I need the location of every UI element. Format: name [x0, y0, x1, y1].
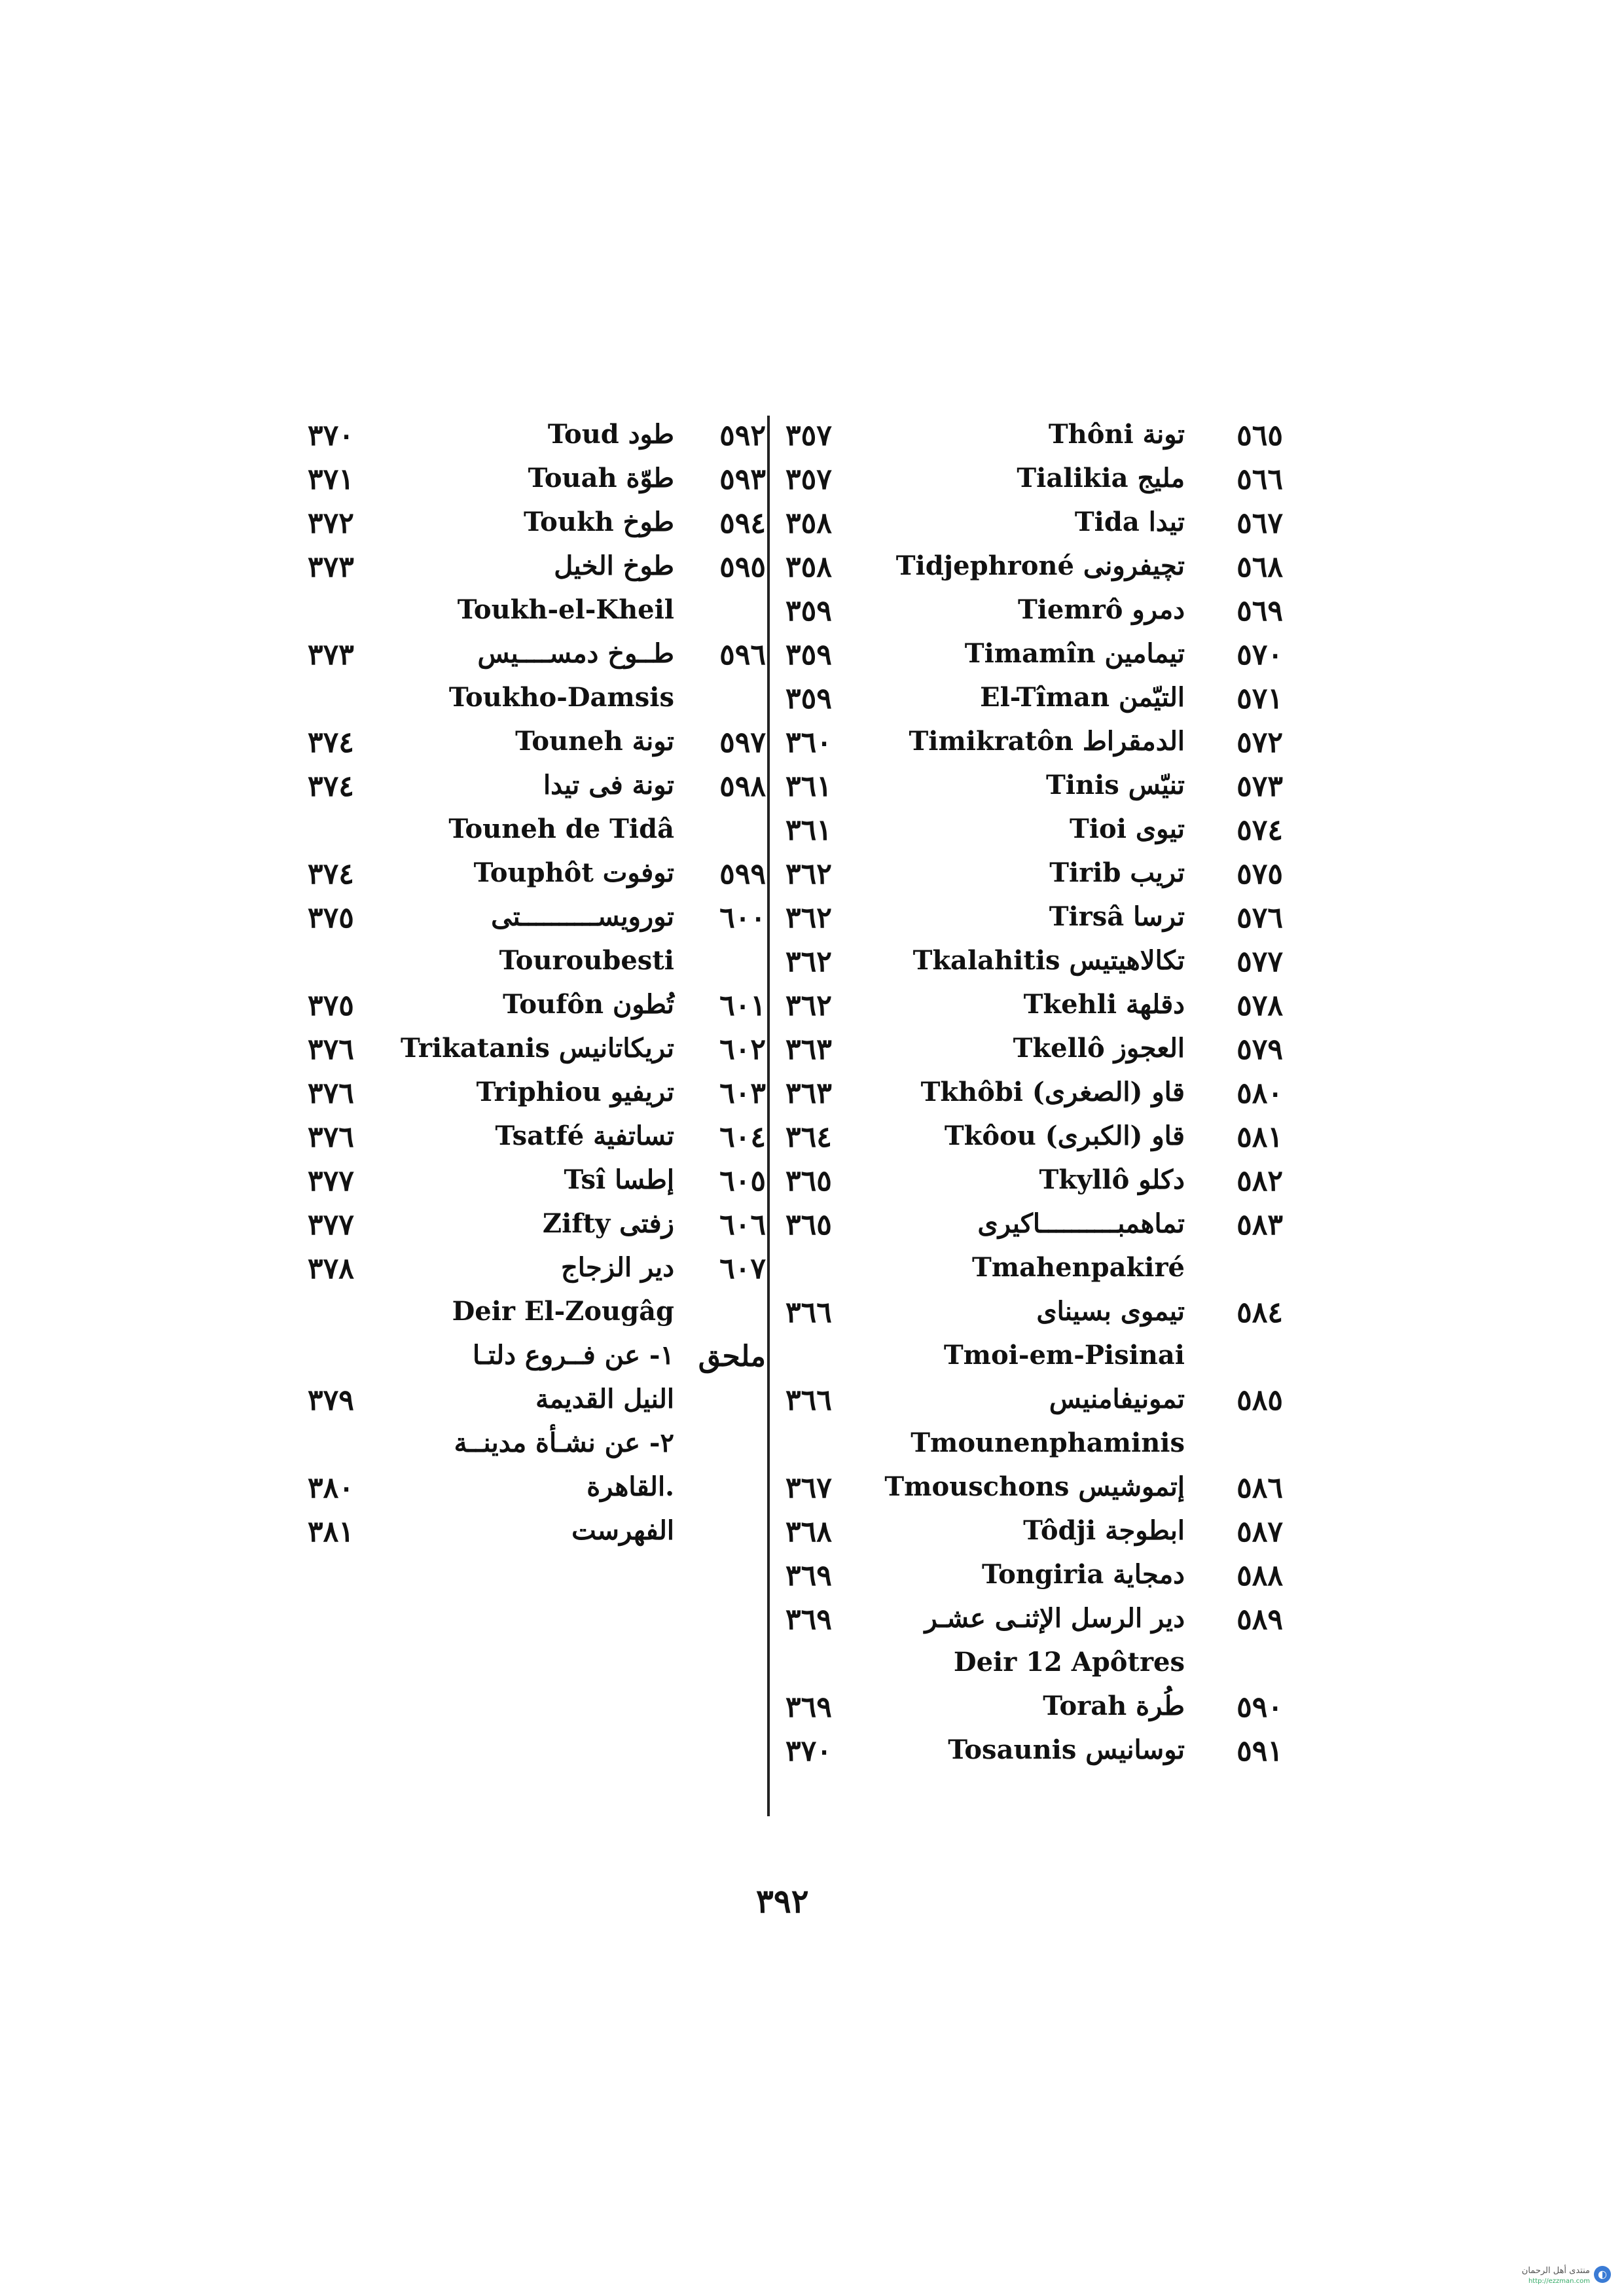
- index-entry: [308, 1164, 766, 1208]
- entry-number: ٥٦٧: [1236, 507, 1283, 540]
- entry-name: Tmouschons إتموشيس: [884, 1471, 1185, 1502]
- entry-number: ٥٧٨: [1236, 989, 1283, 1022]
- index-entry: [785, 419, 1283, 463]
- entry-name: Toud طود: [547, 419, 674, 450]
- entry-number: ٦٠٧: [719, 1252, 766, 1285]
- entry-name: Tosaunis توسانيس: [948, 1734, 1185, 1765]
- index-entry: [785, 1559, 1283, 1603]
- column-divider: [767, 416, 770, 1816]
- index-entry: [308, 1077, 766, 1121]
- entry-page: ٣٦٠: [785, 726, 832, 759]
- index-entry: [785, 814, 1283, 857]
- entry-name: Toukh طوخ: [524, 507, 674, 537]
- index-entry: [785, 1208, 1283, 1252]
- entry-number: ٥٨٨: [1236, 1559, 1283, 1592]
- entry-number: ٥٨٩: [1236, 1603, 1283, 1636]
- index-entry: [785, 463, 1283, 507]
- index-entry: [785, 1603, 1283, 1647]
- entry-name: Triphiou تريفيو: [476, 1077, 674, 1107]
- entry-number: ٥٨٦: [1236, 1471, 1283, 1505]
- entry-name: Tkôou قاو (الكبرى): [944, 1121, 1185, 1151]
- index-entry: [308, 989, 766, 1033]
- entry-page: ٣٧٨: [308, 1252, 354, 1285]
- entry-name: النيل القديمة: [535, 1384, 674, 1414]
- entry-name: Trikatanis تريكاتانيس: [400, 1033, 674, 1064]
- index-entry: [308, 901, 766, 945]
- entry-name: El-Tîman التيّمن: [980, 682, 1185, 713]
- index-entry: [785, 1384, 1283, 1427]
- entry-name: Tsî إطسا: [564, 1164, 674, 1195]
- entry-name: Tida تيدا: [1074, 507, 1185, 537]
- entry-number: ٥٩٥: [719, 550, 766, 584]
- entry-number: ٥٦٦: [1236, 463, 1283, 496]
- entry-number: ٦٠٦: [719, 1208, 766, 1242]
- entry-page: ٣٥٧: [785, 463, 832, 496]
- entry-name: ١- عن فــروع دلتـا: [473, 1340, 674, 1371]
- entry-page: ٣٦١: [785, 814, 832, 847]
- entry-name: Tkalahitis تكالاهيتيس: [912, 945, 1185, 976]
- entry-name: Toufôn تُطون: [503, 989, 674, 1020]
- index-entry: [308, 463, 766, 507]
- index-entry: [785, 1471, 1283, 1515]
- entry-name: Touroubesti: [499, 945, 674, 976]
- entry-name: Deir 12 Apôtres: [953, 1647, 1185, 1677]
- entry-number: ٥٨٧: [1236, 1515, 1283, 1549]
- index-entry: [308, 945, 766, 989]
- entry-page: ٣٦٩: [785, 1603, 832, 1636]
- index-column-left: [308, 419, 766, 1559]
- entry-name: تمونيفامنيس: [1049, 1384, 1185, 1414]
- entry-page: ٣٥٩: [785, 594, 832, 628]
- entry-page: ٣٥٩: [785, 638, 832, 672]
- index-entry: [785, 1033, 1283, 1077]
- entry-page: ٣٧٤: [308, 770, 354, 803]
- index-entry: [785, 726, 1283, 770]
- entry-name: Tkehli دقلهة: [1023, 989, 1185, 1020]
- entry-number: ٥٩٩: [719, 857, 766, 891]
- index-entry: [308, 814, 766, 857]
- entry-number: ٥٧٥: [1236, 857, 1283, 891]
- index-entry: [785, 989, 1283, 1033]
- entry-name: Tmahenpakiré: [972, 1252, 1185, 1283]
- entry-number: ملحق: [698, 1340, 766, 1373]
- entry-number: ٥٧١: [1236, 682, 1283, 715]
- index-entry: [308, 1427, 766, 1471]
- index-entry: [308, 594, 766, 638]
- entry-name: القاهرة.: [586, 1471, 674, 1502]
- entry-page: ٣٧٤: [308, 726, 354, 759]
- entry-name: دير الرسل الإثنـى عشـر: [924, 1603, 1185, 1634]
- index-entry: [785, 1077, 1283, 1121]
- index-entry: [785, 1734, 1283, 1778]
- entry-page: ٣٧٢: [308, 507, 354, 540]
- entry-name: Tmounenphaminis: [911, 1427, 1185, 1458]
- entry-number: ٥٧٢: [1236, 726, 1283, 759]
- entry-number: ٥٩٣: [719, 463, 766, 496]
- entry-number: ٥٨١: [1236, 1121, 1283, 1154]
- entry-page: ٣٧٩: [308, 1384, 354, 1417]
- entry-name: Tirib تريب: [1049, 857, 1185, 888]
- entry-name: Zifty زفتى: [542, 1208, 674, 1239]
- entry-name: تورويســــــــــتى: [491, 901, 674, 932]
- entry-page: ٣٨٠: [308, 1471, 354, 1505]
- entry-name: Tialikia مليج: [1017, 463, 1185, 493]
- entry-number: ٥٧٧: [1236, 945, 1283, 978]
- entry-number: ٦٠٥: [719, 1164, 766, 1198]
- index-entry: [308, 1471, 766, 1515]
- entry-name: Touphôt توفوت: [473, 857, 674, 888]
- entry-name: ٢- عن نشـأة مدينــة: [454, 1427, 674, 1458]
- entry-page: ٣٧٥: [308, 901, 354, 935]
- index-entry: [308, 507, 766, 550]
- index-entry: [308, 1252, 766, 1296]
- entry-number: ٥٧٦: [1236, 901, 1283, 935]
- site-logo-icon: ◐: [1594, 2266, 1611, 2283]
- entry-page: ٣٧٤: [308, 857, 354, 891]
- entry-number: ٥٩٠: [1236, 1691, 1283, 1724]
- entry-name: دير الزجاج: [560, 1252, 674, 1283]
- entry-number: ٦٠٤: [719, 1121, 766, 1154]
- entry-number: ٥٦٩: [1236, 594, 1283, 628]
- entry-page: ٣٦٢: [785, 945, 832, 978]
- entry-name: Deir El-Zougâg: [452, 1296, 674, 1327]
- entry-name: Thôni تونة: [1048, 419, 1185, 450]
- entry-page: ٣٦٦: [785, 1296, 832, 1329]
- entry-page: ٣٦٥: [785, 1208, 832, 1242]
- entry-page: ٣٧٣: [308, 550, 354, 584]
- entry-number: ٥٦٥: [1236, 419, 1283, 452]
- entry-name: Touah طوّة: [528, 463, 674, 493]
- entry-page: ٣٨١: [308, 1515, 354, 1549]
- entry-name: Tidjephroné تچيفرونى: [895, 550, 1185, 581]
- index-entry: [308, 1384, 766, 1427]
- entry-number: ٥٩٨: [719, 770, 766, 803]
- entry-page: ٣٥٨: [785, 550, 832, 584]
- index-entry: [785, 857, 1283, 901]
- entry-number: ٥٧٣: [1236, 770, 1283, 803]
- index-entry: [785, 1647, 1283, 1691]
- index-entry: [308, 726, 766, 770]
- index-entry: [308, 638, 766, 682]
- site-watermark: [1500, 2265, 1611, 2291]
- entry-page: ٣٦٢: [785, 901, 832, 935]
- page-number: ٣٩٢: [756, 1882, 809, 1920]
- entry-page: ٣٧٦: [308, 1077, 354, 1110]
- index-entry: [785, 1296, 1283, 1340]
- entry-page: ٣٦٦: [785, 1384, 832, 1417]
- index-entry: [785, 550, 1283, 594]
- entry-page: ٣٦٤: [785, 1121, 832, 1154]
- entry-page: ٣٧٦: [308, 1121, 354, 1154]
- entry-name: Tirsâ ترسا: [1049, 901, 1185, 932]
- entry-name: Tiemrô دمرو: [1017, 594, 1185, 625]
- entry-page: ٣٦٣: [785, 1033, 832, 1066]
- entry-name: Tioi تيوى: [1070, 814, 1185, 844]
- entry-page: ٣٧٧: [308, 1208, 354, 1242]
- entry-page: ٣٦٢: [785, 857, 832, 891]
- index-entry: [785, 945, 1283, 989]
- entry-name: Timikratôn الدمقراط: [909, 726, 1185, 757]
- index-entry: [308, 1515, 766, 1559]
- watermark-text: منتدى أهل الرحمان: [1521, 2266, 1590, 2276]
- entry-page: ٣٥٨: [785, 507, 832, 540]
- entry-name: Touneh de Tidâ: [448, 814, 674, 844]
- entry-name: طــوخ دمســــيس: [477, 638, 674, 669]
- index-entry: [785, 507, 1283, 550]
- entry-page: ٣٧٧: [308, 1164, 354, 1198]
- entry-name: Tsatfé تساتفية: [495, 1121, 674, 1151]
- watermark-url: http://ezzman.com: [1528, 2278, 1590, 2285]
- entry-name: تونة فى تيدا: [543, 770, 674, 800]
- entry-number: ٥٧٠: [1236, 638, 1283, 672]
- entry-number: ٥٨٢: [1236, 1164, 1283, 1198]
- index-entry: [785, 638, 1283, 682]
- entry-name: Timamîn تيمامين: [964, 638, 1185, 669]
- entry-name: Touneh تونة: [515, 726, 674, 757]
- entry-number: ٥٩٧: [719, 726, 766, 759]
- index-entry: [785, 682, 1283, 726]
- entry-page: ٣٦٧: [785, 1471, 832, 1505]
- entry-page: ٣٧٣: [308, 638, 354, 672]
- index-entry: [308, 550, 766, 594]
- entry-number: ٥٨٣: [1236, 1208, 1283, 1242]
- entry-number: ٥٩١: [1236, 1734, 1283, 1768]
- index-entry: [785, 1340, 1283, 1384]
- entry-number: ٥٧٩: [1236, 1033, 1283, 1066]
- entry-number: ٥٩٦: [719, 638, 766, 672]
- entry-name: Toukho-Damsis: [448, 682, 674, 713]
- index-entry: [308, 1121, 766, 1164]
- entry-number: ٦٠١: [719, 989, 766, 1022]
- entry-page: ٣٦٩: [785, 1691, 832, 1724]
- entry-page: ٣٦٣: [785, 1077, 832, 1110]
- index-entry: [308, 419, 766, 463]
- entry-page: ٣٦١: [785, 770, 832, 803]
- index-column-right: [785, 419, 1283, 1778]
- entry-number: ٥٨٥: [1236, 1384, 1283, 1417]
- index-entry: [308, 1208, 766, 1252]
- entry-name: طوخ الخيل: [554, 550, 674, 581]
- index-entry: [785, 1121, 1283, 1164]
- entry-name: Tkyllô دكلو: [1039, 1164, 1185, 1195]
- entry-name: Tmoi-em-Pisinai: [943, 1340, 1185, 1371]
- entry-page: ٣٦٥: [785, 1164, 832, 1198]
- index-entry: [785, 1427, 1283, 1471]
- index-entry: [785, 1691, 1283, 1734]
- entry-number: ٦٠٣: [719, 1077, 766, 1110]
- entry-page: ٣٥٧: [785, 419, 832, 452]
- entry-page: ٣٥٩: [785, 682, 832, 715]
- index-entry: [785, 1252, 1283, 1296]
- entry-name: تماهمبــــــــــاكيرى: [977, 1208, 1185, 1239]
- entry-page: ٣٧٥: [308, 989, 354, 1022]
- entry-number: ٥٨٠: [1236, 1077, 1283, 1110]
- entry-page: ٣٦٩: [785, 1559, 832, 1592]
- index-entry: [308, 1340, 766, 1384]
- entry-number: ٥٨٤: [1236, 1296, 1283, 1329]
- index-entry: [308, 770, 766, 814]
- index-entry: [785, 1164, 1283, 1208]
- entry-name: Torah طُرة: [1043, 1691, 1185, 1721]
- entry-name: Tinis تنيّس: [1046, 770, 1185, 800]
- entry-name: Tkellô العجوز: [1013, 1033, 1185, 1064]
- index-entry: [308, 682, 766, 726]
- index-entry: [308, 1296, 766, 1340]
- entry-page: ٣٧٠: [308, 419, 354, 452]
- index-entry: [308, 857, 766, 901]
- entry-name: تيموى بسيناى: [1036, 1296, 1185, 1327]
- entry-page: ٣٧٠: [785, 1734, 832, 1768]
- entry-name: الفهرست: [571, 1515, 674, 1546]
- entry-number: ٥٩٢: [719, 419, 766, 452]
- entry-page: ٣٧٦: [308, 1033, 354, 1066]
- entry-name: Tongiria دمجاية: [981, 1559, 1185, 1590]
- index-entry: [785, 770, 1283, 814]
- entry-number: ٥٦٨: [1236, 550, 1283, 584]
- entry-number: ٥٩٤: [719, 507, 766, 540]
- entry-number: ٥٧٤: [1236, 814, 1283, 847]
- entry-page: ٣٦٢: [785, 989, 832, 1022]
- index-entry: [785, 1515, 1283, 1559]
- entry-number: ٦٠٠: [719, 901, 766, 935]
- index-entry: [308, 1033, 766, 1077]
- index-entry: [785, 594, 1283, 638]
- entry-name: Tôdji ابطوجة: [1023, 1515, 1185, 1546]
- entry-page: ٣٦٨: [785, 1515, 832, 1549]
- entry-page: ٣٧١: [308, 463, 354, 496]
- entry-number: ٦٠٢: [719, 1033, 766, 1066]
- entry-name: Toukh-el-Kheil: [457, 594, 674, 625]
- entry-name: Tkhôbi قاو (الصغرى): [920, 1077, 1185, 1107]
- index-entry: [785, 901, 1283, 945]
